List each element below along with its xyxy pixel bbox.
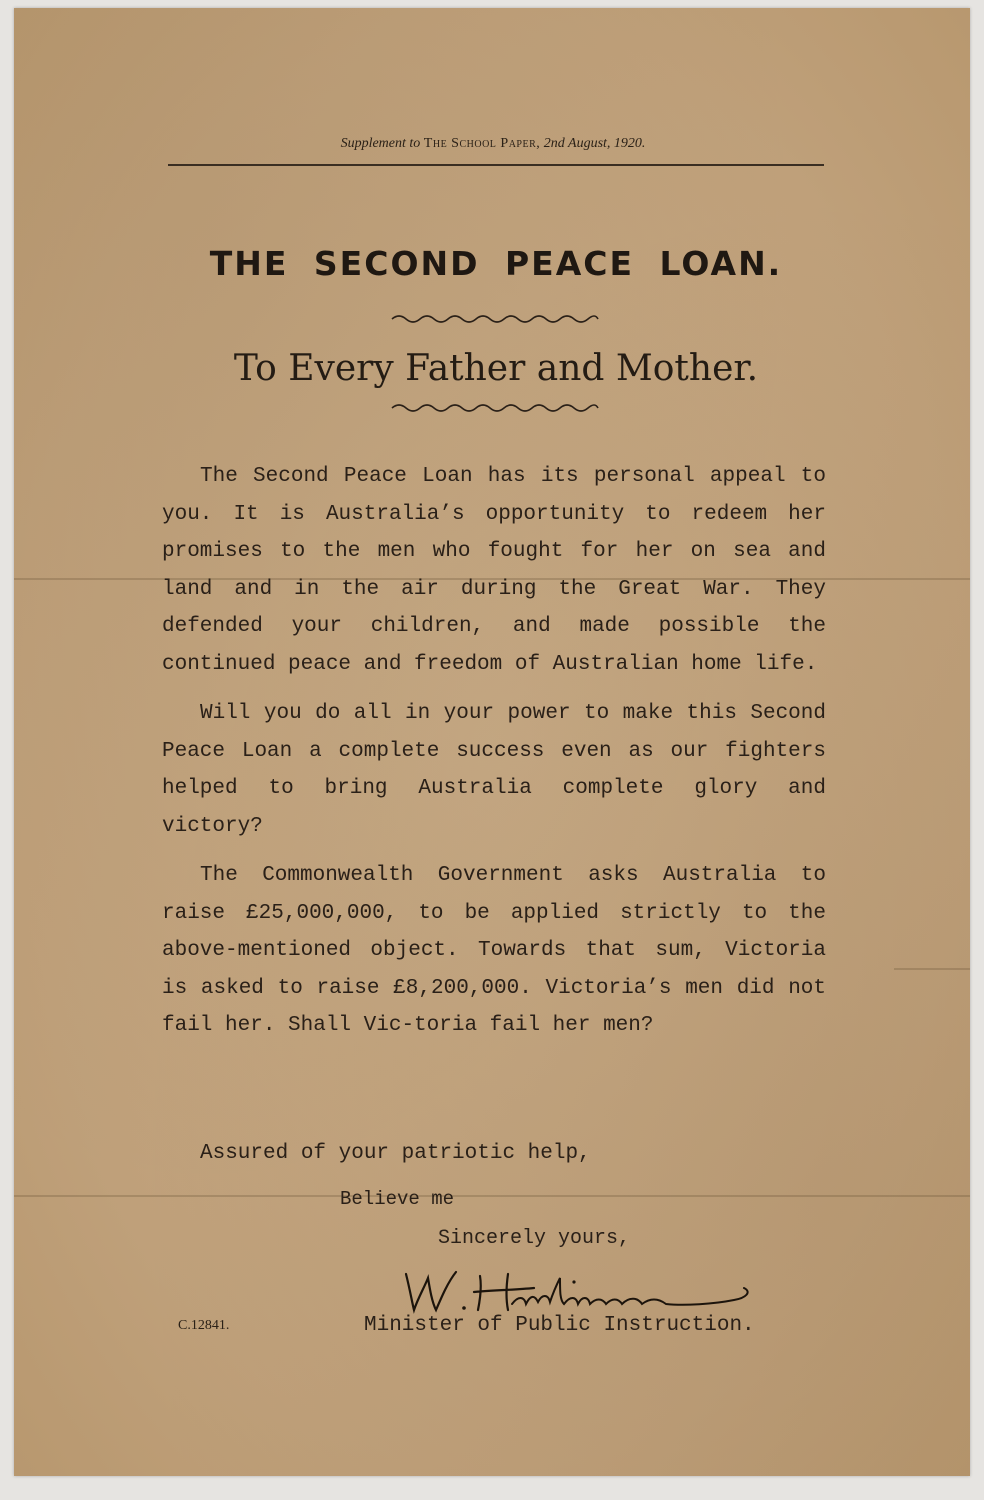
sincerely-line: Sincerely yours, [438,1227,631,1250]
fold-crease [14,1195,970,1197]
closing-line: Assured of your patriotic help, [200,1142,591,1165]
paper-tear [894,968,970,970]
page-title: THE SECOND PEACE LOAN. [209,244,783,283]
subtitle: To Every Father and Mother. [233,348,759,389]
believe-line: Believe me [340,1188,455,1210]
wavy-divider [390,402,600,414]
paragraph: Will you do all in your power to make this Second Peace Loan a complete success even as our fighters helped to bring Australia complete glory and victory? [162,702,826,838]
header-rule [168,164,824,166]
form-code: C.12841. [178,1318,230,1333]
publication-name: The School Paper, [423,136,541,151]
supplement-line [168,136,818,152]
supplement-prefix: Supplement to [340,136,421,151]
letter-body [162,458,826,1057]
paragraph: The Commonwealth Government asks Australia to raise £25,000,000, to be applied strictly to the above-mentioned object. Towards that sum, Victoria is asked to raise £8,200,000. Victoria’s men did not fail her. Shall Vic-toria fail her men? [162,864,826,1037]
signature-image [384,1260,784,1320]
paragraph: The Second Peace Loan has its personal appeal to you. It is Australia’s opportunity to redeem her promises to the men who fought for her on sea and land and in the air during the Great War. They defended your children, and made possible the continued peace and freedom of Australian home life. [162,465,826,676]
publication-date: 2nd August, 1920. [543,136,646,151]
signatory-title: Minister of Public Instruction. [364,1314,755,1337]
wavy-divider [390,313,600,325]
document-page [14,8,970,1476]
